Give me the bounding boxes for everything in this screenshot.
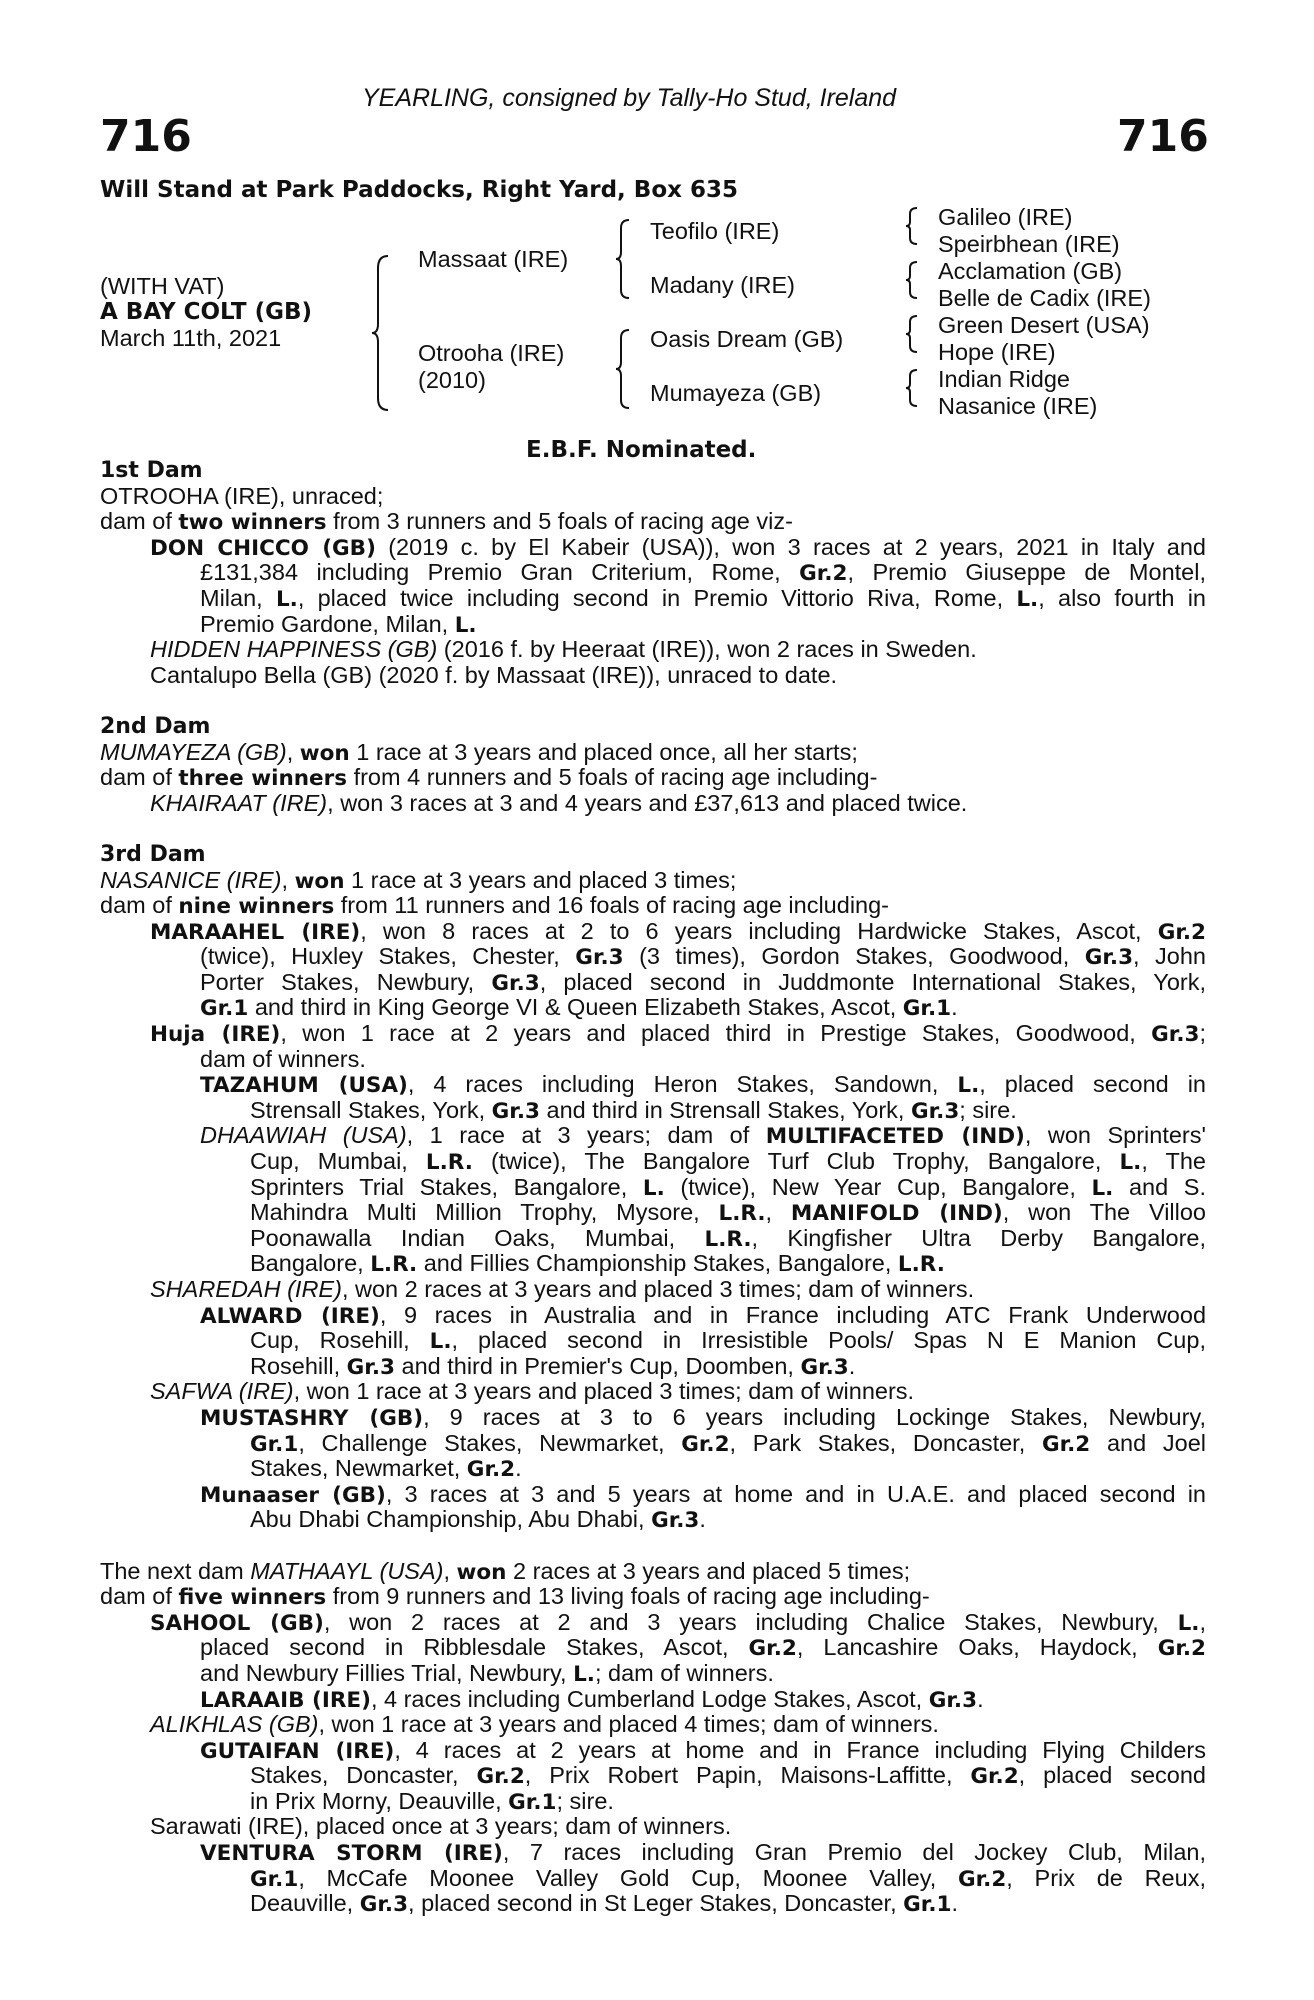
brace-sire-parents <box>614 218 632 300</box>
pedigree-g6: Hope (IRE) <box>938 339 1056 365</box>
text-line: and Newbury Fillies Trial, Newbury, L.; dam of winners. <box>200 1659 774 1687</box>
text-line: MUSTASHRY (GB), 9 races at 3 to 6 years including Lockinge Stakes, Newbury, <box>200 1404 1206 1431</box>
pedigree-g4: Belle de Cadix (IRE) <box>938 285 1151 311</box>
text-line: dam of nine winners from 11 runners and 16 foals of racing age including- <box>100 892 890 920</box>
pedigree-sire-sire: Teofilo (IRE) <box>650 218 780 244</box>
text-line: MUMAYEZA (GB), won 1 race at 3 years and placed once, all her starts; <box>100 738 858 766</box>
brace-dam-parents <box>614 328 632 410</box>
text-line: ALWARD (IRE), 9 races in Australia and in France including ATC Frank Underwood <box>200 1302 1206 1329</box>
text-line: DON CHICCO (GB) (2019 c. by El Kabeir (USA)), won 3 races at 2 years, 2021 in Italy and <box>150 534 1206 561</box>
brace-g4 <box>904 368 920 408</box>
text-line: Strensall Stakes, York, Gr.3 and third in Strensall Stakes, York, Gr.3; sire. <box>250 1096 1017 1124</box>
spacer <box>100 816 1206 842</box>
text-line: SAFWA (IRE), won 1 race at 3 years and placed 3 times; dam of winners. <box>150 1378 915 1405</box>
text-line: Sprinters Trial Stakes, Bangalore, L. (twice), New Year Cup, Bangalore, L. and S. <box>250 1174 1206 1201</box>
lot-number-left: 716 <box>100 111 192 162</box>
text-line: MARAAHEL (IRE), won 8 races at 2 to 6 years including Hardwicke Stakes, Ascot, Gr.2 <box>150 918 1206 945</box>
text-line: ALIKHLAS (GB), won 1 race at 3 years and placed 4 times; dam of winners. <box>150 1711 939 1738</box>
consignor-line: YEARLING, consigned by Tally-Ho Stud, Ireland <box>362 84 897 112</box>
text-line: Stakes, Doncaster, Gr.2, Prix Robert Papin, Maisons-Laffitte, Gr.2, placed second <box>250 1763 1206 1789</box>
text-line: Gr.1 and third in King George VI & Queen Elizabeth Stakes, Ascot, Gr.1. <box>200 994 958 1022</box>
text-line: in Prix Morny, Deauville, Gr.1; sire. <box>250 1787 614 1815</box>
text-line: Abu Dhabi Championship, Abu Dhabi, Gr.3. <box>250 1506 706 1534</box>
text-line: SHAREDAH (IRE), won 2 races at 3 years and placed 3 times; dam of winners. <box>150 1276 975 1302</box>
text-line: The next dam MATHAAYL (USA), won 2 races at 3 years and placed 5 times; <box>100 1557 911 1585</box>
text-line: Gr.1, Challenge Stakes, Newmarket, Gr.2, Park Stakes, Doncaster, Gr.2 and Joel <box>250 1430 1206 1457</box>
text-line: Porter Stakes, Newbury, Gr.3, placed second in Juddmonte International Stakes, York, <box>200 969 1206 996</box>
text-line: Poonawalla Indian Oaks, Mumbai, L.R., Kingfisher Ultra Derby Bangalore, <box>250 1225 1206 1252</box>
brace-g3 <box>904 314 920 354</box>
text-line: placed second in Ribblesdale Stakes, Ascot, Gr.2, Lancashire Oaks, Haydock, Gr.2 <box>200 1635 1206 1661</box>
pedigree-g2: Speirbhean (IRE) <box>938 231 1120 257</box>
third-dam-heading: 3rd Dam <box>100 841 206 867</box>
pedigree-g7: Indian Ridge <box>938 366 1070 392</box>
text-line: Mahindra Multi Million Trophy, Mysore, L.R., MANIFOLD (IND), won The Villoo <box>250 1200 1206 1226</box>
text-line: Cup, Mumbai, L.R. (twice), The Bangalore Turf Club Trophy, Bangalore, L., The <box>250 1149 1206 1175</box>
text-line: SAHOOL (GB), won 2 races at 2 and 3 years including Chalice Stakes, Newbury, L., <box>150 1609 1206 1636</box>
text-line: VENTURA STORM (IRE), 7 races including Gran Premio del Jockey Club, Milan, <box>200 1840 1206 1866</box>
brace-sire-dam <box>370 254 392 412</box>
spacer <box>100 688 1206 714</box>
pedigree-dam-sire: Oasis Dream (GB) <box>650 326 844 352</box>
text-line: Stakes, Newmarket, Gr.2. <box>250 1455 522 1483</box>
text-line: Gr.1, McCafe Moonee Valley Gold Cup, Moonee Valley, Gr.2, Prix de Reux, <box>250 1865 1206 1892</box>
pedigree-dam-dam: Mumayeza (GB) <box>650 380 822 406</box>
text-line: Bangalore, L.R. and Fillies Championship Stakes, Bangalore, L.R. <box>250 1250 945 1278</box>
text-line: Deauville, Gr.3, placed second in St Leger Stakes, Doncaster, Gr.1. <box>250 1890 958 1918</box>
pedigree-sire: Massaat (IRE) <box>418 246 569 272</box>
text-line: KHAIRAAT (IRE), won 3 races at 3 and 4 years and £37,613 and placed twice. <box>150 789 968 816</box>
text-line: £131,384 including Premio Gran Criterium, Rome, Gr.2, Premio Giuseppe de Montel, <box>200 560 1206 586</box>
text-line: dam of five winners from 9 runners and 13 living foals of racing age including- <box>100 1583 930 1611</box>
stand-location: Will Stand at Park Paddocks, Right Yard, Box 635 <box>100 177 738 203</box>
text-line: DHAAWIAH (USA), 1 race at 3 years; dam of MULTIFACETED (IND), won Sprinters' <box>200 1123 1206 1150</box>
pedigree-dam: Otrooha (IRE) <box>418 340 565 366</box>
text-line: dam of winners. <box>200 1045 366 1072</box>
pedigree-g1: Galileo (IRE) <box>938 204 1073 230</box>
text-line: (twice), Huxley Stakes, Chester, Gr.3 (3 times), Gordon Stakes, Goodwood, Gr.3, John <box>200 944 1206 970</box>
brace-g2 <box>904 260 920 300</box>
lot-number-right: 716 <box>1117 111 1209 162</box>
text-line: Sarawati (IRE), placed once at 3 years; dam of winners. <box>150 1813 732 1840</box>
pedigree-g8: Nasanice (IRE) <box>938 393 1098 419</box>
text-line: LARAAIB (IRE), 4 races including Cumberland Lodge Stakes, Ascot, Gr.3. <box>200 1685 984 1713</box>
horse-name: A BAY COLT (GB) <box>100 299 313 325</box>
text-line: Huja (IRE), won 1 race at 2 years and placed third in Prestige Stakes, Goodwood, Gr.3; <box>150 1021 1206 1047</box>
text-line: dam of three winners from 4 runners and 5 foals of racing age including- <box>100 764 878 792</box>
text-line: TAZAHUM (USA), 4 races including Heron Stakes, Sandown, L., placed second in <box>200 1072 1206 1098</box>
foaling-date: March 11th, 2021 <box>100 325 282 351</box>
text-line: dam of two winners from 3 runners and 5 foals of racing age viz- <box>100 508 793 536</box>
pedigree-dam-year: (2010) <box>418 367 486 393</box>
pedigree-sire-dam: Madany (IRE) <box>650 272 795 298</box>
text-line: Cup, Rosehill, L., placed second in Irresistible Pools/ Spas N E Manion Cup, <box>250 1328 1206 1354</box>
text-line: Munaaser (GB), 3 races at 3 and 5 years at home and in U.A.E. and placed second in <box>200 1481 1206 1508</box>
text-line: GUTAIFAN (IRE), 4 races at 2 years at home and in France including Flying Childers <box>200 1737 1206 1764</box>
first-dam-heading: 1st Dam <box>100 458 203 483</box>
pedigree-g5: Green Desert (USA) <box>938 312 1150 338</box>
text-line: Cantalupo Bella (GB) (2020 f. by Massaat (IRE)), unraced to date. <box>150 661 838 688</box>
text-line: Rosehill, Gr.3 and third in Premier's Cup, Doomben, Gr.3. <box>250 1352 856 1380</box>
text-line: OTROOHA (IRE), unraced; <box>100 482 384 509</box>
ebf-nomination: E.B.F. Nominated. <box>526 437 757 463</box>
spacer <box>100 1533 1206 1559</box>
text-line: Premio Gardone, Milan, L. <box>200 610 477 638</box>
second-dam-heading: 2nd Dam <box>100 713 211 739</box>
text-line: NASANICE (IRE), won 1 race at 3 years and placed 3 times; <box>100 866 737 894</box>
text-line: HIDDEN HAPPINESS (GB) (2016 f. by Heeraat (IRE)), won 2 races in Sweden. <box>150 636 977 663</box>
catalogue-body <box>100 458 1206 1917</box>
text-line: Milan, L., placed twice including second in Premio Vittorio Riva, Rome, L., also fourth in <box>200 585 1206 612</box>
vat-label: (WITH VAT) <box>100 273 225 299</box>
pedigree-g3: Acclamation (GB) <box>938 258 1123 284</box>
brace-g1 <box>904 206 920 246</box>
